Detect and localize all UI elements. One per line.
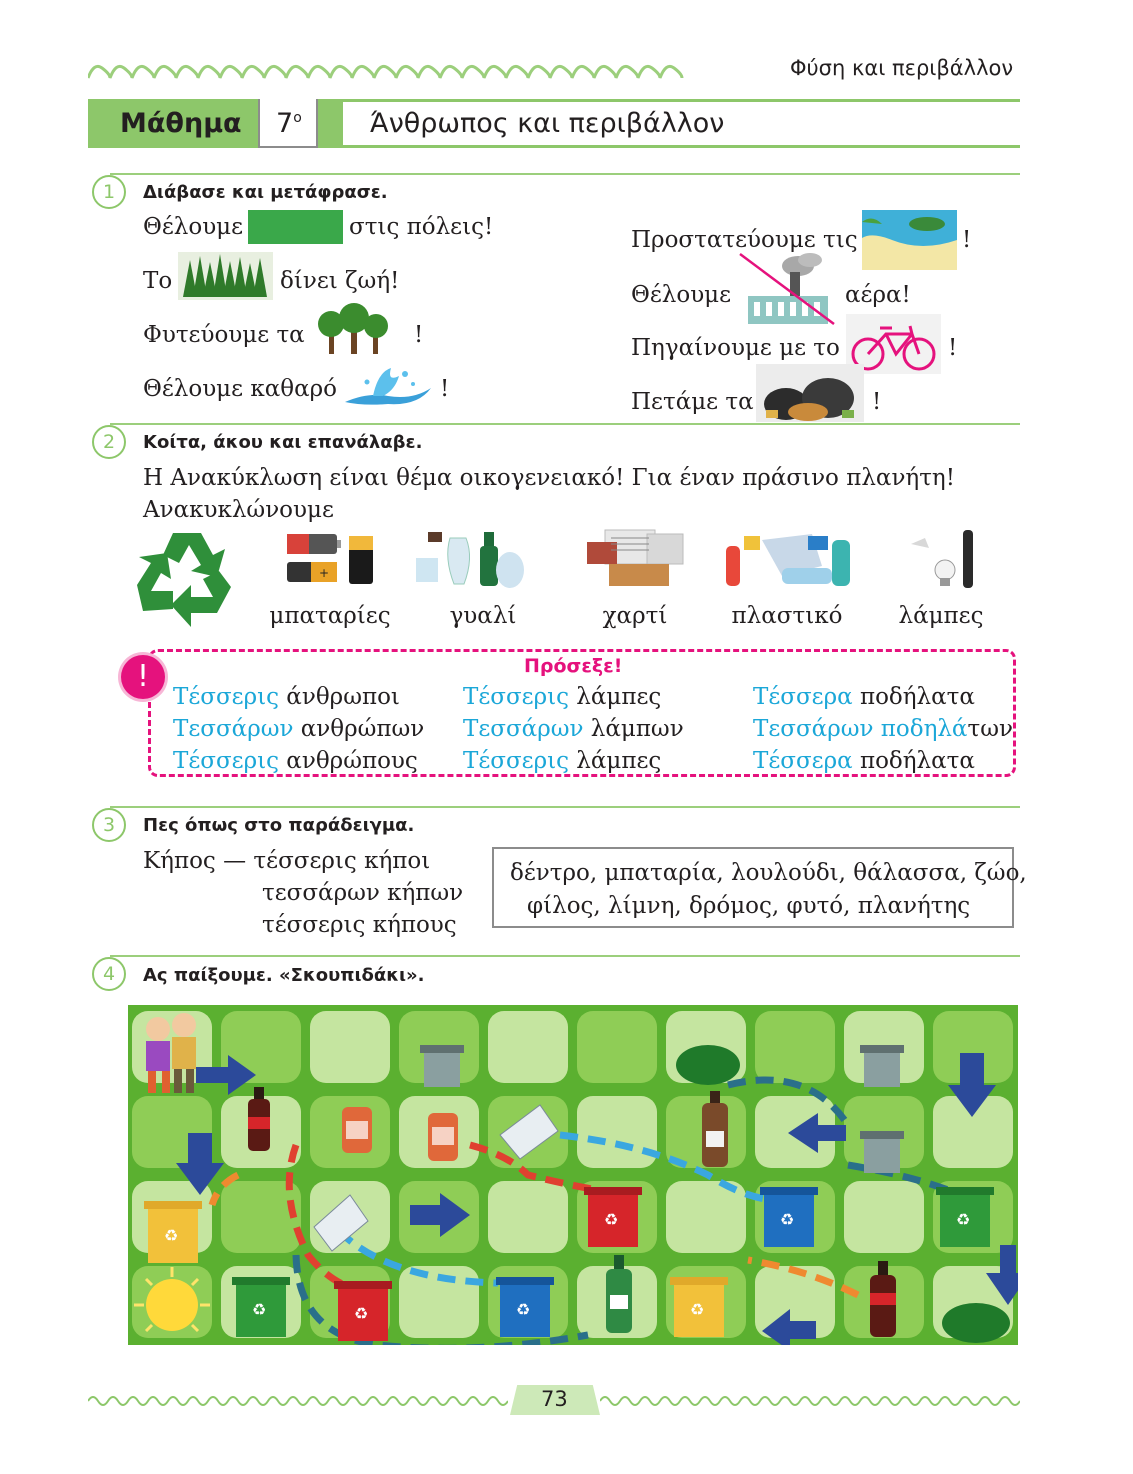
attention-c1-r2-numeral: Τεσσάρων	[173, 716, 294, 742]
label-paper: χαρτί	[602, 603, 668, 629]
section-title: Φύση και περιβάλλον	[790, 56, 1014, 80]
exercise3-example-line3: τέσσερις κήπους	[262, 912, 457, 938]
ex1-left-line1-after: στις πόλεις!	[349, 214, 494, 240]
ex1-left-line2-after: δίνει ζωή!	[280, 268, 400, 294]
svg-text:♻: ♻	[604, 1210, 619, 1229]
footer-wave-left	[88, 1393, 508, 1407]
svg-text:♻: ♻	[956, 1210, 971, 1229]
attention-c3-r1-numeral: Τέσσερα	[753, 684, 853, 710]
label-glass: γυαλί	[449, 603, 517, 629]
sun-icon	[134, 1267, 210, 1331]
garbage-pile-icon	[756, 364, 864, 422]
lesson-title-accent	[318, 102, 343, 148]
word-box-line2: φίλος, λίμνη, δρόμος, φυτό, πλανήτης	[527, 893, 971, 919]
exercise2-line1: Η Ανακύκλωση είναι θέμα οικογενειακό! Για έναν πράσινο πλανήτη!	[143, 465, 955, 491]
exercise2-number: 2	[92, 425, 126, 459]
word-box-line1: δέντρο, μπαταρία, λουλούδι, θάλασσα, ζώο,	[510, 860, 1027, 886]
board-overlay	[128, 1005, 1018, 1345]
arrow-right-icon	[196, 1055, 256, 1095]
attention-c2-r1-noun: λάμπες	[569, 684, 662, 710]
plastic-icon	[722, 526, 857, 590]
ex1-left-line3-after: !	[414, 322, 424, 348]
attention-c2-r2-noun: λάμπων	[583, 716, 684, 742]
arrow-down-icon	[948, 1053, 996, 1117]
gray-bin-icon	[420, 1045, 464, 1087]
green-bin-icon	[232, 1277, 290, 1337]
crossed-factory-icon	[738, 252, 838, 326]
arrow-left-icon	[762, 1309, 816, 1345]
ex1-right-line4-after: !	[872, 389, 882, 415]
bottle-icon	[606, 1255, 632, 1333]
gray-bin-icon	[860, 1131, 904, 1173]
bottle-icon	[870, 1261, 896, 1337]
ex1-right-line1-before: Προστατεύουμε τις	[631, 227, 858, 253]
attention-c2-r1-numeral: Τέσσερις	[463, 684, 569, 710]
ex1-right-line3-before: Πηγαίνουμε με το	[631, 335, 840, 361]
svg-text:♻: ♻	[354, 1304, 369, 1323]
attention-c2-r3	[463, 748, 661, 774]
attention-c2-r1	[463, 684, 661, 710]
lesson-word: Μάθημα	[120, 108, 242, 139]
label-plastic: πλαστικό	[731, 603, 843, 629]
page-number: 73	[541, 1387, 568, 1411]
exercise1-instruction: Διάβασε και μετάφρασε.	[143, 182, 388, 203]
attention-c1-r3-numeral: Τέσσερις	[173, 748, 279, 774]
attention-c2-r2-numeral: Τεσσάρων	[463, 716, 584, 742]
exercise3-example-line2: τεσσάρων κήπων	[262, 880, 464, 906]
attention-c3-r1	[753, 684, 975, 710]
ex1-left-line1-before: Θέλουμε	[143, 214, 244, 240]
attention-c2-r2	[463, 716, 684, 742]
ex1-left-line4-after: !	[440, 376, 450, 402]
batteries-icon	[283, 530, 378, 588]
attention-c3-r3-noun: ποδήλατα	[852, 748, 975, 774]
exercise4-instruction: Ας παίξουμε. «Σκουπιδάκι».	[143, 965, 425, 986]
green-color-swatch	[248, 210, 343, 244]
arrow-right-icon	[410, 1193, 470, 1237]
attention-c3-r2-numeral: Τεσσάρων ποδηλά	[753, 716, 968, 742]
attention-mark: !	[121, 655, 165, 699]
ex1-right-line1-after: !	[962, 227, 972, 253]
svg-text:♻: ♻	[252, 1300, 267, 1319]
recycle-icon	[133, 525, 241, 630]
attention-c3-r3-numeral: Τέσσερα	[753, 748, 853, 774]
ex1-left-line2-before: Το	[143, 268, 173, 294]
green-bin-icon	[936, 1187, 994, 1247]
yellow-bin-icon	[670, 1277, 728, 1337]
attention-c2-r3-numeral: Τέσσερις	[463, 748, 569, 774]
exercise1-number: 1	[92, 175, 126, 209]
exercise4-line	[110, 955, 1020, 957]
header-bottom-line	[343, 145, 1020, 148]
attention-title: Πρόσεξε!	[524, 655, 623, 677]
red-bin-icon	[584, 1187, 642, 1247]
attention-c1-r3	[173, 748, 418, 774]
lamps-icon	[905, 528, 980, 590]
attention-c3-r1-noun: ποδήλατα	[852, 684, 975, 710]
label-batteries: μπαταρίες	[269, 603, 391, 629]
forest-icon	[178, 252, 273, 300]
ex1-right-line3-after: !	[948, 335, 958, 361]
svg-text:♻: ♻	[516, 1300, 531, 1319]
attention-c1-r1	[173, 684, 400, 710]
water-splash-icon	[343, 362, 433, 408]
svg-text:♻: ♻	[690, 1300, 705, 1319]
attention-c1-r1-noun: άνθρωποι	[279, 684, 400, 710]
exercise4-number: 4	[92, 957, 126, 991]
ex1-right-line2-after: αέρα!	[845, 282, 911, 308]
exercise2-line	[110, 423, 1020, 425]
ex1-right-line2-before: Θέλουμε	[631, 282, 732, 308]
lesson-number-value: 7	[276, 108, 294, 139]
footer-wave-right	[600, 1393, 1020, 1407]
arrow-down-icon	[176, 1133, 224, 1195]
bottle-icon	[702, 1091, 728, 1167]
ex1-right-line4-before: Πετάμε τα	[631, 389, 754, 415]
children-icon	[146, 1013, 196, 1093]
arrow-down-icon	[986, 1245, 1018, 1305]
exercise3-example-line1: Κήπος — τέσσερις κήποι	[143, 848, 431, 874]
attention-c1-r2	[173, 716, 424, 742]
lesson-number-sup: ο	[293, 110, 302, 126]
newspaper-icon	[314, 1195, 368, 1251]
can-icon	[342, 1107, 372, 1153]
ex1-left-line3-before: Φυτεύουμε τα	[143, 322, 305, 348]
attention-c3-r2	[753, 716, 1013, 742]
label-lamps: λάμπες	[898, 603, 984, 629]
attention-c1-r3-noun: ανθρώπους	[279, 748, 418, 774]
can-icon	[428, 1113, 458, 1161]
blue-bin-icon	[496, 1277, 554, 1337]
exercise3-line	[110, 806, 1020, 808]
svg-text:♻: ♻	[164, 1226, 179, 1245]
exercise2-instruction: Κοίτα, άκου και επανάλαβε.	[143, 432, 423, 453]
paper-icon	[585, 528, 687, 590]
attention-c1-r2-noun: ανθρώπων	[293, 716, 425, 742]
trees-icon	[315, 302, 395, 354]
attention-c3-r2-noun: των	[967, 716, 1013, 742]
gray-bin-icon	[860, 1045, 904, 1087]
lesson-number	[276, 108, 302, 139]
ex1-left-line4-before: Θέλουμε καθαρό	[143, 376, 338, 402]
red-bin-icon	[334, 1281, 392, 1341]
yellow-bin-icon	[144, 1201, 202, 1263]
svg-text:♻: ♻	[780, 1210, 795, 1229]
exercise1-line	[110, 173, 1020, 175]
exercise2-line2: Ανακυκλώνουμε	[143, 497, 334, 523]
decorative-wave-border	[88, 58, 738, 82]
bottle-icon	[248, 1087, 270, 1151]
attention-c1-r1-numeral: Τέσσερις	[173, 684, 279, 710]
exercise3-number: 3	[92, 808, 126, 842]
newspaper-icon	[500, 1105, 558, 1159]
exercise3-instruction: Πες όπως στο παράδειγμα.	[143, 815, 415, 836]
attention-c3-r3	[753, 748, 975, 774]
svg-text:+: +	[319, 566, 330, 580]
blue-bin-icon	[760, 1187, 818, 1247]
glass-icon	[414, 528, 524, 590]
attention-c2-r3-noun: λάμπες	[569, 748, 662, 774]
arrow-left-icon	[788, 1113, 846, 1153]
beach-icon	[862, 210, 957, 270]
lesson-title: Άνθρωπος και περιβάλλον	[370, 108, 725, 139]
